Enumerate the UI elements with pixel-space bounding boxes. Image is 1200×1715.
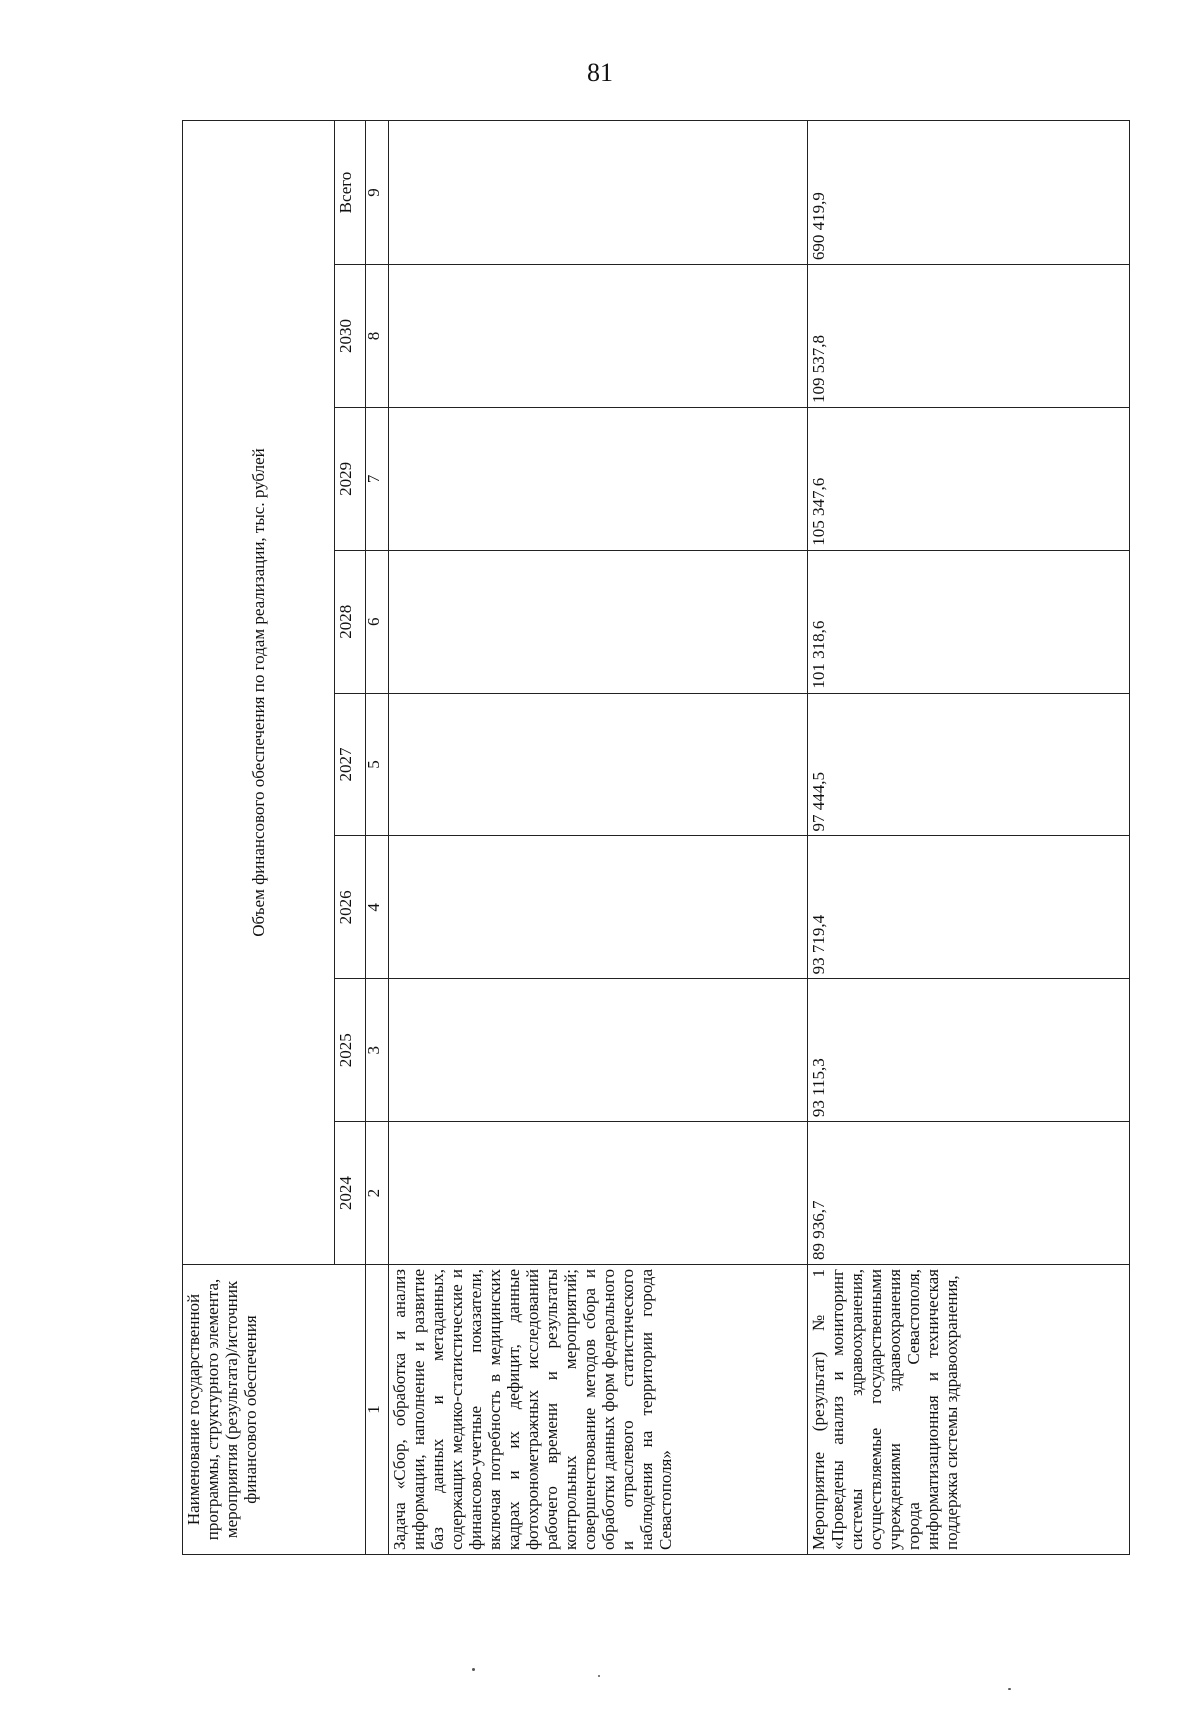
value-cell (389, 693, 808, 836)
value-cell (389, 979, 808, 1122)
value-cell (389, 1122, 808, 1265)
table-row (807, 121, 1129, 1555)
budget-table (182, 120, 1130, 1555)
column-number-1: 1 (365, 1265, 389, 1555)
value-cell-2028: 101 318,6 (807, 550, 1129, 693)
column-number-7: 7 (365, 407, 389, 550)
column-number-2: 2 (365, 1122, 389, 1265)
column-number-8: 8 (365, 265, 389, 408)
value-cell-2029: 105 347,6 (807, 407, 1129, 550)
value-cell-total: 690 419,9 (807, 121, 1129, 265)
year-header-2028: 2028 (335, 550, 365, 693)
year-header-2025: 2025 (335, 979, 365, 1122)
value-cell (389, 407, 808, 550)
column-number-5: 5 (365, 693, 389, 836)
column-number-6: 6 (365, 550, 389, 693)
year-header-2027: 2027 (335, 693, 365, 836)
value-cell (389, 265, 808, 408)
year-header-2030: 2030 (335, 265, 365, 408)
scan-speck (1008, 1688, 1011, 1690)
column-number-9: 9 (365, 121, 389, 265)
value-cell-2027: 97 444,5 (807, 693, 1129, 836)
column-number-4: 4 (365, 836, 389, 979)
value-cell (389, 121, 808, 265)
page-number: 81 (587, 58, 613, 87)
task-name-cell: Задача «Сбор, обработка и анализ информации, наполнение и развитие баз данных и метаданных, содержащих медико-статистические и финансово-учетные показатели, включая потребность в медицинских кадрах и их дефицит, данные фотохронометражных исследований рабочего времени и результаты контрольных мероприятий; совершенствование методов сбора и обработки данных форм федерального и отраслевого статистического наблюдения на территории города Севастополя» (389, 1265, 808, 1555)
year-header-2024: 2024 (335, 1122, 365, 1265)
column-number-3: 3 (365, 979, 389, 1122)
name-column-header: Наименование государственной программы, структурного элемента, мероприятия (результата)/источник финансового обеспечения (183, 1265, 366, 1555)
scan-speck (472, 1668, 475, 1671)
year-header-2026: 2026 (335, 836, 365, 979)
event-name-cell: Мероприятие (результат) № 1 «Проведены анализ и мониторинг системы здравоохранения, осуществляемые государственными учреждениями здравоохранения города Севастополя, информатизационная и техническая поддержка системы здравоохранения, (807, 1265, 1129, 1555)
scan-speck (598, 1675, 600, 1677)
year-header-total: Всего (335, 121, 365, 265)
budget-table-rotated (182, 120, 1130, 1555)
value-cell-2030: 109 537,8 (807, 265, 1129, 408)
value-cell (389, 550, 808, 693)
value-cell (389, 836, 808, 979)
value-cell-2026: 93 719,4 (807, 836, 1129, 979)
value-cell-2024: 89 936,7 (807, 1122, 1129, 1265)
year-header-2029: 2029 (335, 407, 365, 550)
table-row (389, 121, 808, 1555)
funding-group-header: Объем финансового обеспечения по годам реализации, тыс. рублей (183, 121, 335, 1265)
value-cell-2025: 93 115,3 (807, 979, 1129, 1122)
